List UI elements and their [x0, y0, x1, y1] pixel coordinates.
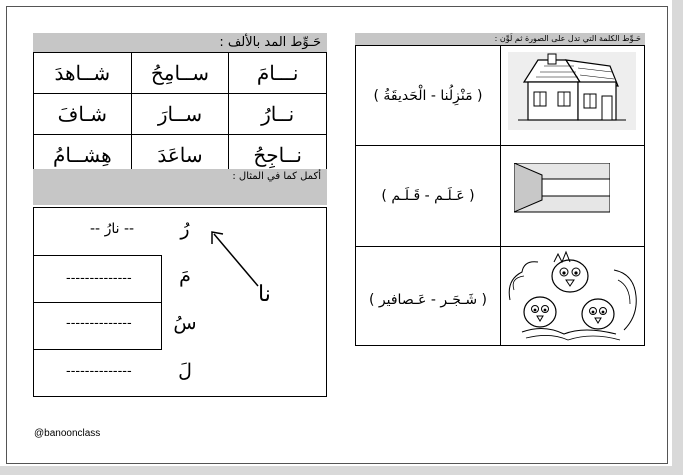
picture-instruction-title: حَـوِّط الكلمة التي تدل على الصورة ثم لَوِّن :: [355, 33, 645, 45]
grid-word[interactable]: شـافَ: [34, 94, 132, 135]
answer-blank[interactable]: --------------: [66, 271, 132, 286]
grid-word[interactable]: ساعَدَ: [131, 135, 229, 176]
picture-word-table: [355, 45, 645, 346]
viewer-edge: [0, 466, 683, 475]
exercise-letter: لَ: [178, 360, 192, 382]
row-divider: [33, 255, 162, 256]
syllable-example: نا: [258, 282, 271, 307]
credit-text: @banoonclass: [34, 428, 101, 439]
grid-word[interactable]: هِشــامُ: [34, 135, 132, 176]
viewer-edge: [672, 0, 683, 475]
flag-picture: [514, 163, 610, 213]
house-picture: [508, 52, 636, 130]
exercise-letter: مَ: [179, 265, 191, 287]
grid-row: [34, 53, 327, 94]
word-choices[interactable]: ( مَنْزِلُنا - الْحَديقَةُ ): [373, 88, 483, 104]
exercise-letter: رُ: [180, 218, 190, 240]
grid-word[interactable]: ســامِحُ: [131, 53, 229, 94]
answer-blank[interactable]: --------------: [66, 316, 132, 331]
grid-row: [34, 94, 327, 135]
word-choices[interactable]: ( شَـجَـر - عَـصافير ): [369, 292, 487, 308]
grid-word[interactable]: نــارُ: [229, 94, 327, 135]
word-choices[interactable]: ( عَـلَـم - قَـلَـم ): [381, 188, 475, 204]
grid-word[interactable]: ســارَ: [131, 94, 229, 135]
exercise-letter: سُ: [173, 312, 197, 334]
row-divider: [33, 302, 162, 303]
row-divider: [33, 349, 162, 350]
arrow-icon: [208, 228, 264, 292]
madd-instruction-title: حَـوِّط المد بالألف :: [33, 33, 327, 52]
birds-picture: [504, 250, 640, 342]
grid-word[interactable]: نـــامَ: [229, 53, 327, 94]
grid-word[interactable]: شــاهدَ: [34, 53, 132, 94]
column-divider: [500, 46, 501, 345]
answer-blank[interactable]: --------------: [66, 364, 132, 379]
grid-word[interactable]: نــاجِحُ: [229, 135, 327, 176]
example-answer: -- نارُ --: [90, 221, 135, 237]
complete-instruction: أكمل كما في المثال :: [232, 171, 321, 182]
madd-word-grid: [33, 52, 327, 176]
